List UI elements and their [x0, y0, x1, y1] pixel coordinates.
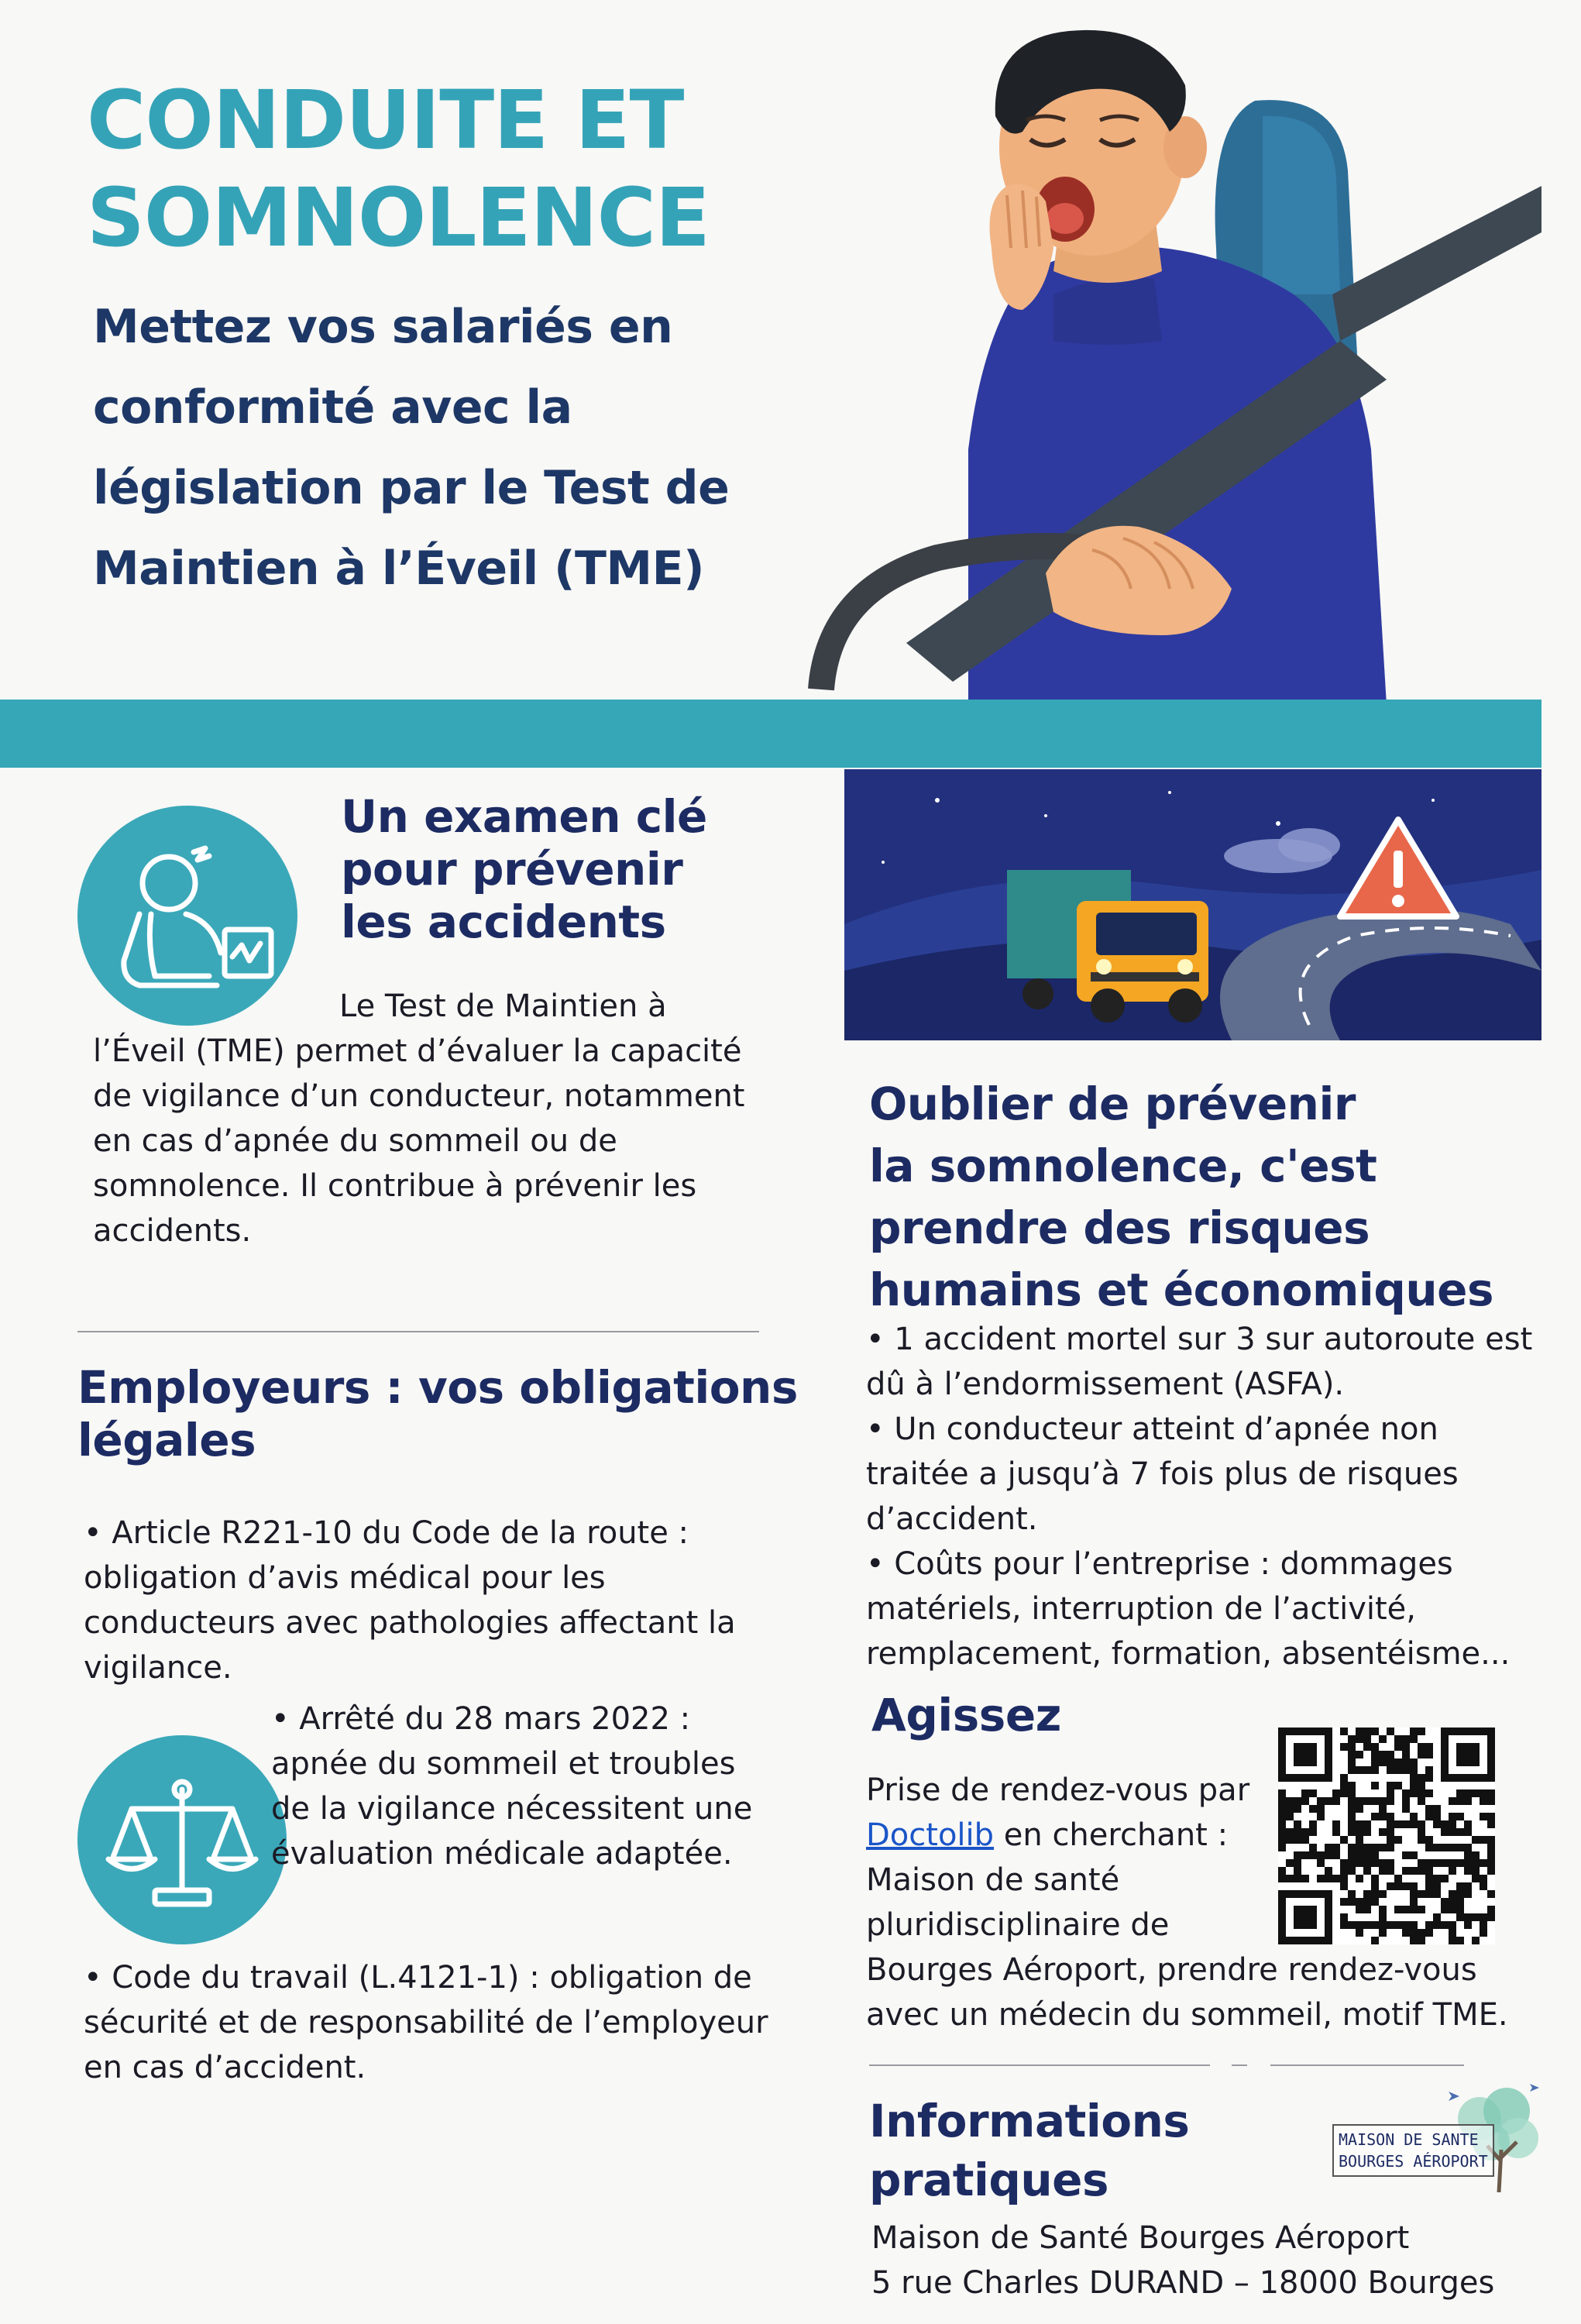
info-line-2: 5 rue Charles DURAND – 18000 Bourges	[871, 2265, 1495, 2301]
exam-body-line-1: Le Test de Maintien à	[339, 988, 667, 1024]
act-line-6: avec un médecin du sommeil, motif TME.	[866, 1997, 1508, 2033]
risks-heading-line-1: Oublier de prévenir	[869, 1078, 1356, 1130]
risks-line-1: • 1 accident mortel sur 3 sur autoroute est	[866, 1322, 1533, 1357]
exam-body-line-6: accidents.	[93, 1213, 252, 1249]
risks-line-6: • Coûts pour l’entreprise : dommages	[866, 1546, 1453, 1582]
employers-item-1	[84, 1511, 804, 1690]
info-heading-line-1: Informations	[869, 2095, 1190, 2147]
subtitle-line-1: Mettez vos salariés en	[93, 300, 673, 354]
exam-body	[93, 984, 790, 1253]
act-heading: Agissez	[871, 1689, 1061, 1741]
risks-heading-line-4: humains et économiques	[869, 1263, 1493, 1316]
subtitle-line-2: conformité avec la	[93, 380, 572, 435]
exam-heading-line-3: les accidents	[341, 896, 666, 948]
title-line-2: SOMNOLENCE	[87, 170, 710, 265]
employers-item-1-line-4: vigilance.	[84, 1650, 232, 1686]
doctolib-link[interactable]: Doctolib	[866, 1817, 995, 1853]
risks-line-4: traitée a jusqu’à 7 fois plus de risques	[866, 1456, 1459, 1492]
employers-item-3-line-3: en cas d’accident.	[84, 2050, 366, 2085]
employers-item-2-line-3: de la vigilance nécessitent une	[271, 1791, 753, 1827]
section-divider-band	[0, 700, 1541, 768]
exam-heading-line-2: pour prévenir	[341, 843, 683, 896]
employers-item-1-line-1: • Article R221-10 du Code de la route :	[84, 1515, 689, 1551]
subtitle-line-3: législation par le Test de	[93, 461, 730, 515]
risks-body	[866, 1317, 1540, 1676]
divider	[77, 1331, 759, 1332]
exam-body-line-4: en cas d’apnée du sommeil ou de	[93, 1123, 617, 1159]
employers-item-3-line-2: sécurité et de responsabilité de l’employeur	[84, 2005, 768, 2040]
scales-of-justice-icon	[77, 1735, 287, 1944]
act-line-5: Bourges Aéroport, prendre rendez-vous	[866, 1952, 1477, 1988]
act-line-4: pluridisciplinaire de	[866, 1907, 1170, 1943]
employers-item-2-line-1: • Arrêté du 28 mars 2022 :	[271, 1701, 691, 1737]
employers-heading-line-2: légales	[77, 1414, 256, 1466]
employers-item-3	[84, 1955, 812, 2090]
risks-line-7: matériels, interruption de l’activité,	[866, 1591, 1416, 1627]
risks-heading-line-3: prendre des risques	[869, 1202, 1370, 1254]
employers-item-1-line-3: conducteurs avec pathologies affectant la	[84, 1605, 736, 1641]
exam-body-line-2: l’Éveil (TME) permet d’évaluer la capacité	[93, 1033, 742, 1069]
info-heading-line-2: pratiques	[869, 2154, 1109, 2206]
risks-line-2: dû à l’endormissement (ASFA).	[866, 1367, 1345, 1402]
divider	[1232, 2064, 1247, 2066]
scales-icon-circle	[77, 1735, 287, 1944]
divider	[869, 2064, 1210, 2066]
risks-heading	[869, 1073, 1551, 1321]
employers-item-2-line-4: évaluation médicale adaptée.	[271, 1836, 733, 1872]
maison-de-sante-logo	[1332, 2076, 1549, 2200]
info-line-1: Maison de Santé Bourges Aéroport	[871, 2220, 1410, 2256]
act-line-3: Maison de santé	[866, 1862, 1120, 1898]
employers-heading	[77, 1361, 821, 1466]
risks-line-3: • Un conducteur atteint d’apnée non	[866, 1411, 1438, 1447]
page-subtitle	[93, 287, 806, 609]
title-line-1: CONDUITE ET	[87, 73, 684, 167]
risks-line-5: d’accident.	[866, 1501, 1038, 1537]
subtitle-line-4: Maintien à l’Éveil (TME)	[93, 541, 705, 596]
page-title	[87, 71, 784, 266]
exam-heading-line-1: Un examen clé	[341, 790, 707, 843]
night-truck-illustration	[844, 769, 1541, 1040]
divider	[1270, 2064, 1464, 2066]
employers-item-2	[271, 1697, 806, 1876]
logo-line-2: BOURGES AÉROPORT	[1339, 2152, 1488, 2171]
employers-heading-line-1: Employeurs : vos obligations	[77, 1361, 798, 1414]
logo-line-1: MAISON DE SANTE	[1339, 2130, 1479, 2149]
yawning-driver-illustration	[798, 15, 1541, 705]
act-line-2-rest: en cherchant :	[994, 1817, 1229, 1853]
info-body	[871, 2216, 1553, 2305]
exam-body-line-3: de vigilance d’un conducteur, notamment	[93, 1078, 745, 1114]
qr-code[interactable]	[1278, 1728, 1495, 1944]
employers-item-2-line-2: apnée du sommeil et troubles	[271, 1746, 736, 1782]
exam-heading	[341, 790, 806, 948]
exam-body-line-5: somnolence. Il contribue à prévenir les	[93, 1168, 697, 1204]
info-heading	[869, 2092, 1303, 2209]
risks-heading-line-2: la somnolence, c'est	[869, 1140, 1377, 1192]
risks-line-8: remplacement, formation, absentéisme...	[866, 1636, 1511, 1672]
employers-item-1-line-2: obligation d’avis médical pour les	[84, 1560, 606, 1596]
logo-text	[1332, 2124, 1494, 2177]
act-line-1: Prise de rendez-vous par	[866, 1772, 1250, 1808]
employers-item-3-line-1: • Code du travail (L.4121-1) : obligation de	[84, 1960, 752, 1996]
